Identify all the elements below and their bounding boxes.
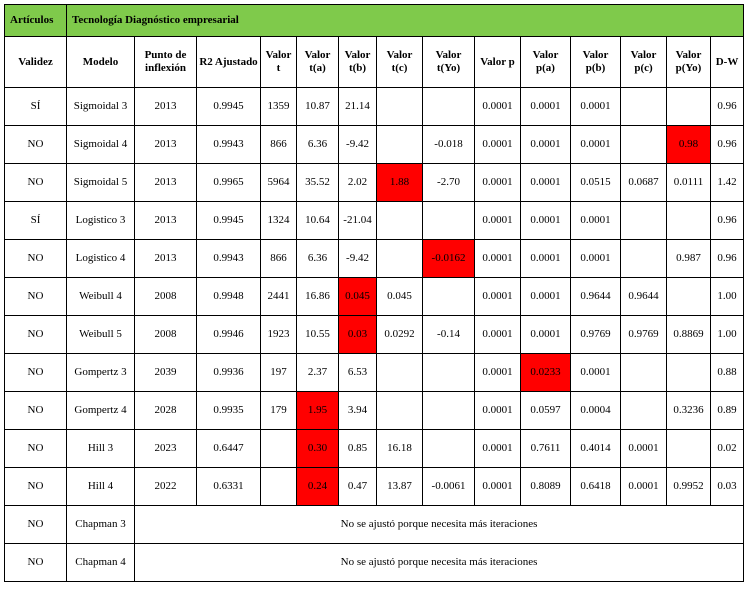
- table-cell: 0.96: [711, 126, 744, 164]
- table-cell: [621, 392, 667, 430]
- table-cell: 0.9946: [197, 316, 261, 354]
- column-header: Valor p(a): [521, 37, 571, 88]
- table-cell: 10.55: [297, 316, 339, 354]
- column-header: Valor p(b): [571, 37, 621, 88]
- table-cell: 0.0001: [475, 354, 521, 392]
- column-header: Valor t(Yo): [423, 37, 475, 88]
- column-header-row: [5, 37, 744, 88]
- table-cell: 0.0001: [521, 202, 571, 240]
- table-cell: 16.18: [377, 430, 423, 468]
- table-cell: 0.9948: [197, 278, 261, 316]
- results-table: [4, 4, 744, 582]
- table-cell: [621, 240, 667, 278]
- table-cell: -0.0061: [423, 468, 475, 506]
- not-fitted-message: No se ajustó porque necesita más iteraciones: [135, 506, 744, 544]
- table-cell: 0.0001: [521, 316, 571, 354]
- table-cell: 0.4014: [571, 430, 621, 468]
- table-cell: 0.0001: [475, 468, 521, 506]
- table-cell: Weibull 4: [67, 278, 135, 316]
- table-cell: Sigmoidal 3: [67, 88, 135, 126]
- table-cell: 0.9644: [571, 278, 621, 316]
- column-header: Valor t: [261, 37, 297, 88]
- table-cell: Sigmoidal 4: [67, 126, 135, 164]
- table-cell: [667, 354, 711, 392]
- table-cell: 0.96: [711, 240, 744, 278]
- column-header: Modelo: [67, 37, 135, 88]
- table-title: Tecnología Diagnóstico empresarial: [67, 5, 744, 37]
- table-cell: [423, 430, 475, 468]
- table-cell: [423, 88, 475, 126]
- table-cell: Hill 3: [67, 430, 135, 468]
- table-cell: [261, 430, 297, 468]
- table-cell: 0.9965: [197, 164, 261, 202]
- table-cell: 0.9945: [197, 202, 261, 240]
- table-row: [5, 430, 744, 468]
- table-cell: [667, 278, 711, 316]
- table-cell: 0.3236: [667, 392, 711, 430]
- table-cell: 6.53: [339, 354, 377, 392]
- table-cell: 6.36: [297, 126, 339, 164]
- table-cell: 0.9769: [621, 316, 667, 354]
- table-cell: -0.14: [423, 316, 475, 354]
- table-cell: 0.9943: [197, 126, 261, 164]
- table-cell: 0.0001: [521, 126, 571, 164]
- header-row: [5, 5, 744, 37]
- table-cell: NO: [5, 316, 67, 354]
- table-cell: NO: [5, 430, 67, 468]
- table-cell: 0.0001: [571, 202, 621, 240]
- table-cell: -21.04: [339, 202, 377, 240]
- table-cell: Sigmoidal 5: [67, 164, 135, 202]
- table-cell: 2441: [261, 278, 297, 316]
- table-cell: SÍ: [5, 88, 67, 126]
- table-cell: 0.0001: [571, 88, 621, 126]
- table-row: [5, 202, 744, 240]
- table-cell: 2013: [135, 126, 197, 164]
- table-cell: NO: [5, 126, 67, 164]
- table-cell: 21.14: [339, 88, 377, 126]
- table-cell: 0.47: [339, 468, 377, 506]
- table-cell: 0.03: [711, 468, 744, 506]
- table-cell: 2023: [135, 430, 197, 468]
- table-cell: 0.0001: [475, 164, 521, 202]
- table-cell: [621, 202, 667, 240]
- table-cell: 866: [261, 240, 297, 278]
- articulos-header: Artículos: [5, 5, 67, 37]
- table-cell: 2.37: [297, 354, 339, 392]
- column-header: Valor p(c): [621, 37, 667, 88]
- table-cell: [667, 88, 711, 126]
- table-cell: 0.0292: [377, 316, 423, 354]
- table-cell: [377, 126, 423, 164]
- table-cell: 0.0001: [571, 354, 621, 392]
- table-cell: 0.0687: [621, 164, 667, 202]
- table-cell: 0.9769: [571, 316, 621, 354]
- table-cell: 1.00: [711, 316, 744, 354]
- table-cell: [377, 240, 423, 278]
- table-cell: 0.0001: [475, 126, 521, 164]
- table-cell: Logistico 3: [67, 202, 135, 240]
- table-cell: NO: [5, 392, 67, 430]
- table-cell: Gompertz 3: [67, 354, 135, 392]
- table-cell: -0.018: [423, 126, 475, 164]
- table-cell: 3.94: [339, 392, 377, 430]
- table-cell: NO: [5, 278, 67, 316]
- column-header: Valor p: [475, 37, 521, 88]
- table-cell: 10.87: [297, 88, 339, 126]
- table-cell: 6.36: [297, 240, 339, 278]
- column-header: R2 Ajustado: [197, 37, 261, 88]
- table-cell: Logistico 4: [67, 240, 135, 278]
- table-cell: Hill 4: [67, 468, 135, 506]
- table-cell: 0.9935: [197, 392, 261, 430]
- table-cell: 0.0001: [571, 240, 621, 278]
- table-cell: 2013: [135, 202, 197, 240]
- table-cell: 179: [261, 392, 297, 430]
- table-cell: 0.0001: [521, 240, 571, 278]
- table-cell: 0.89: [711, 392, 744, 430]
- table-cell: 0.0001: [521, 278, 571, 316]
- table-row: [5, 164, 744, 202]
- table-cell: 0.0597: [521, 392, 571, 430]
- table-row: [5, 468, 744, 506]
- table-cell: NO: [5, 506, 67, 544]
- column-header: D-W: [711, 37, 744, 88]
- column-header: Valor t(a): [297, 37, 339, 88]
- table-cell: 0.0001: [475, 278, 521, 316]
- table-cell: [377, 88, 423, 126]
- table-cell: [377, 392, 423, 430]
- table-cell: 1.42: [711, 164, 744, 202]
- table-cell: 0.0001: [621, 468, 667, 506]
- table-cell: 1.00: [711, 278, 744, 316]
- table-cell: [621, 88, 667, 126]
- table-cell: 0.96: [711, 202, 744, 240]
- table-row: [5, 506, 744, 544]
- table-cell: 0.0001: [621, 430, 667, 468]
- table-row: [5, 354, 744, 392]
- table-cell: 0.0001: [571, 126, 621, 164]
- table-cell: 16.86: [297, 278, 339, 316]
- column-header: Punto de inflexión: [135, 37, 197, 88]
- table-cell: 0.0001: [475, 88, 521, 126]
- table-cell: Weibull 5: [67, 316, 135, 354]
- table-cell: NO: [5, 468, 67, 506]
- table-cell: [423, 392, 475, 430]
- table-cell: 0.98: [667, 126, 711, 164]
- table-cell: [423, 278, 475, 316]
- table-cell: 2028: [135, 392, 197, 430]
- table-cell: 0.0001: [475, 430, 521, 468]
- table-cell: 0.0004: [571, 392, 621, 430]
- table-cell: 1359: [261, 88, 297, 126]
- not-fitted-message: No se ajustó porque necesita más iteraciones: [135, 544, 744, 582]
- table-row: [5, 392, 744, 430]
- table-cell: [377, 354, 423, 392]
- table-cell: 0.85: [339, 430, 377, 468]
- table-cell: 0.9952: [667, 468, 711, 506]
- table-cell: 0.7611: [521, 430, 571, 468]
- table-cell: NO: [5, 240, 67, 278]
- table-cell: 2013: [135, 240, 197, 278]
- table-cell: [667, 430, 711, 468]
- table-cell: 0.045: [377, 278, 423, 316]
- table-row: [5, 316, 744, 354]
- table-cell: NO: [5, 354, 67, 392]
- table-cell: 2039: [135, 354, 197, 392]
- table-cell: 0.24: [297, 468, 339, 506]
- table-cell: NO: [5, 164, 67, 202]
- table-cell: 0.987: [667, 240, 711, 278]
- table-cell: 0.03: [339, 316, 377, 354]
- table-cell: [423, 202, 475, 240]
- column-header: Validez: [5, 37, 67, 88]
- table-cell: 1.88: [377, 164, 423, 202]
- column-header: Valor t(c): [377, 37, 423, 88]
- table-cell: 0.02: [711, 430, 744, 468]
- table-cell: 0.0515: [571, 164, 621, 202]
- table-cell: 13.87: [377, 468, 423, 506]
- table-cell: SÍ: [5, 202, 67, 240]
- table-cell: 0.6418: [571, 468, 621, 506]
- table-cell: Chapman 4: [67, 544, 135, 582]
- table-cell: 0.0001: [475, 316, 521, 354]
- table-cell: 0.9943: [197, 240, 261, 278]
- table-cell: -9.42: [339, 240, 377, 278]
- table-cell: 10.64: [297, 202, 339, 240]
- table-row: [5, 126, 744, 164]
- table-cell: [621, 354, 667, 392]
- table-cell: [423, 354, 475, 392]
- table-cell: 2022: [135, 468, 197, 506]
- table-cell: 0.0001: [521, 88, 571, 126]
- table-cell: Gompertz 4: [67, 392, 135, 430]
- table-cell: [621, 126, 667, 164]
- table-cell: [377, 202, 423, 240]
- table-cell: 1324: [261, 202, 297, 240]
- table-cell: 5964: [261, 164, 297, 202]
- table-cell: NO: [5, 544, 67, 582]
- column-header: Valor t(b): [339, 37, 377, 88]
- table-cell: -9.42: [339, 126, 377, 164]
- table-cell: 0.0233: [521, 354, 571, 392]
- table-cell: 2.02: [339, 164, 377, 202]
- table-cell: Chapman 3: [67, 506, 135, 544]
- table-cell: 197: [261, 354, 297, 392]
- table-cell: 0.9945: [197, 88, 261, 126]
- table-cell: [667, 202, 711, 240]
- table-cell: 0.045: [339, 278, 377, 316]
- table-cell: 1.95: [297, 392, 339, 430]
- table-row: [5, 88, 744, 126]
- column-header: Valor p(Yo): [667, 37, 711, 88]
- table-cell: 2008: [135, 278, 197, 316]
- table-cell: [261, 468, 297, 506]
- table-cell: 0.96: [711, 88, 744, 126]
- table-cell: 0.30: [297, 430, 339, 468]
- table-cell: 1923: [261, 316, 297, 354]
- table-cell: 0.0111: [667, 164, 711, 202]
- table-cell: 35.52: [297, 164, 339, 202]
- table-row: [5, 240, 744, 278]
- table-cell: 0.6331: [197, 468, 261, 506]
- table-cell: 0.6447: [197, 430, 261, 468]
- table-cell: 0.88: [711, 354, 744, 392]
- table-cell: -0.0162: [423, 240, 475, 278]
- table-row: [5, 278, 744, 316]
- table-cell: 0.9644: [621, 278, 667, 316]
- table-cell: 0.0001: [475, 240, 521, 278]
- table-cell: 0.8869: [667, 316, 711, 354]
- table-cell: 866: [261, 126, 297, 164]
- table-cell: 2013: [135, 164, 197, 202]
- table-cell: -2.70: [423, 164, 475, 202]
- table-cell: 2008: [135, 316, 197, 354]
- table-cell: 0.0001: [521, 164, 571, 202]
- table-row: [5, 544, 744, 582]
- table-cell: 0.8089: [521, 468, 571, 506]
- table-cell: 0.0001: [475, 202, 521, 240]
- table-cell: 2013: [135, 88, 197, 126]
- table-cell: 0.0001: [475, 392, 521, 430]
- table-cell: 0.9936: [197, 354, 261, 392]
